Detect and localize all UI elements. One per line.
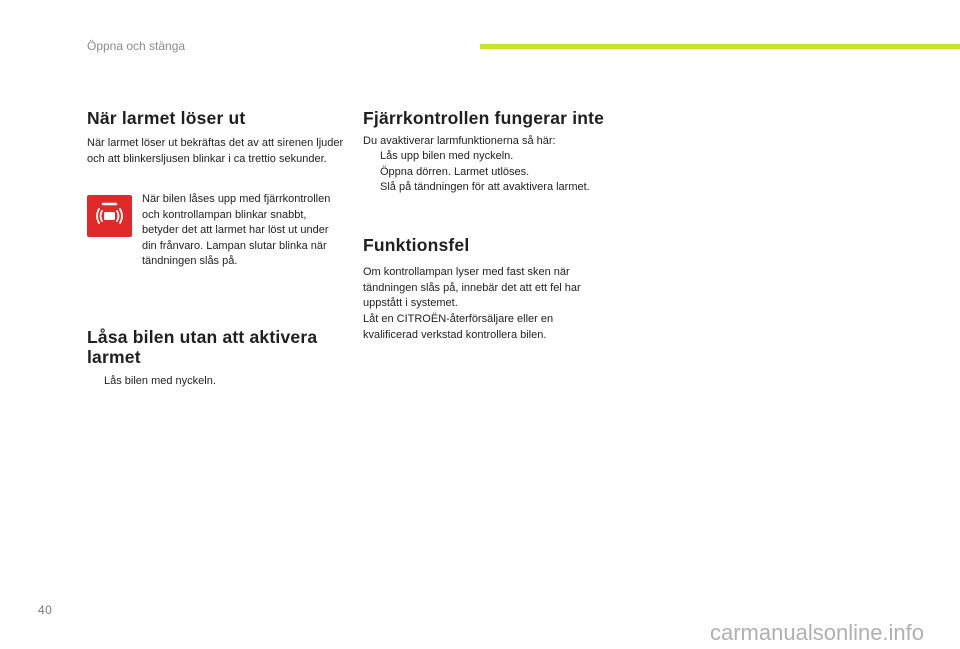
section-title: Öppna och stänga <box>87 39 186 53</box>
site-watermark: carmanualsonline.info <box>710 620 925 645</box>
dealer-check-text: Låt en CITROËN-återförsäljare eller en kvalificerad verkstad kontrollera bilen. <box>363 313 554 341</box>
list-item: Lås bilen med nyckeln. <box>104 375 216 387</box>
list-item: Slå på tändningen för att avaktivera larmet. <box>380 181 590 193</box>
alarm-triggered-heading: När larmet löser ut <box>87 108 246 128</box>
malfunction-text: Om kontrollampan lyser med fast sken när tändningen slås på, innebär det att ett fel har uppstått i systemet. <box>363 266 581 309</box>
page-number: 40 <box>38 603 53 617</box>
remote-not-working-heading: Fjärrkontrollen fungerar inte <box>363 108 605 128</box>
alarm-warning-icon <box>87 195 132 237</box>
lock-steps-list <box>87 374 347 390</box>
alarm-triggered-text: När larmet löser ut bekräftas det av att sirenen ljuder och att blinkersljusen blinkar i ca trettio sekunder. <box>87 137 344 165</box>
malfunction-heading: Funktionsfel <box>363 235 470 255</box>
remote-steps-list <box>363 149 643 196</box>
list-item: Öppna dörren. Larmet utlöses. <box>380 165 530 178</box>
remote-intro-text: Du avaktiverar larmfunktionerna så här: <box>363 135 556 147</box>
lock-without-alarm-heading: Låsa bilen utan att aktivera larmet <box>87 327 318 367</box>
indicator-lamp-text: När bilen låses upp med fjärrkontrollen och kontrollampan blinkar snabbt, betyder det att larmet har löst ut under din frånvaro. Lampan slutar blinka när tändningen slås på. <box>142 193 331 267</box>
list-item: Lås upp bilen med nyckeln. <box>380 150 514 162</box>
header-accent-bar <box>480 44 960 49</box>
